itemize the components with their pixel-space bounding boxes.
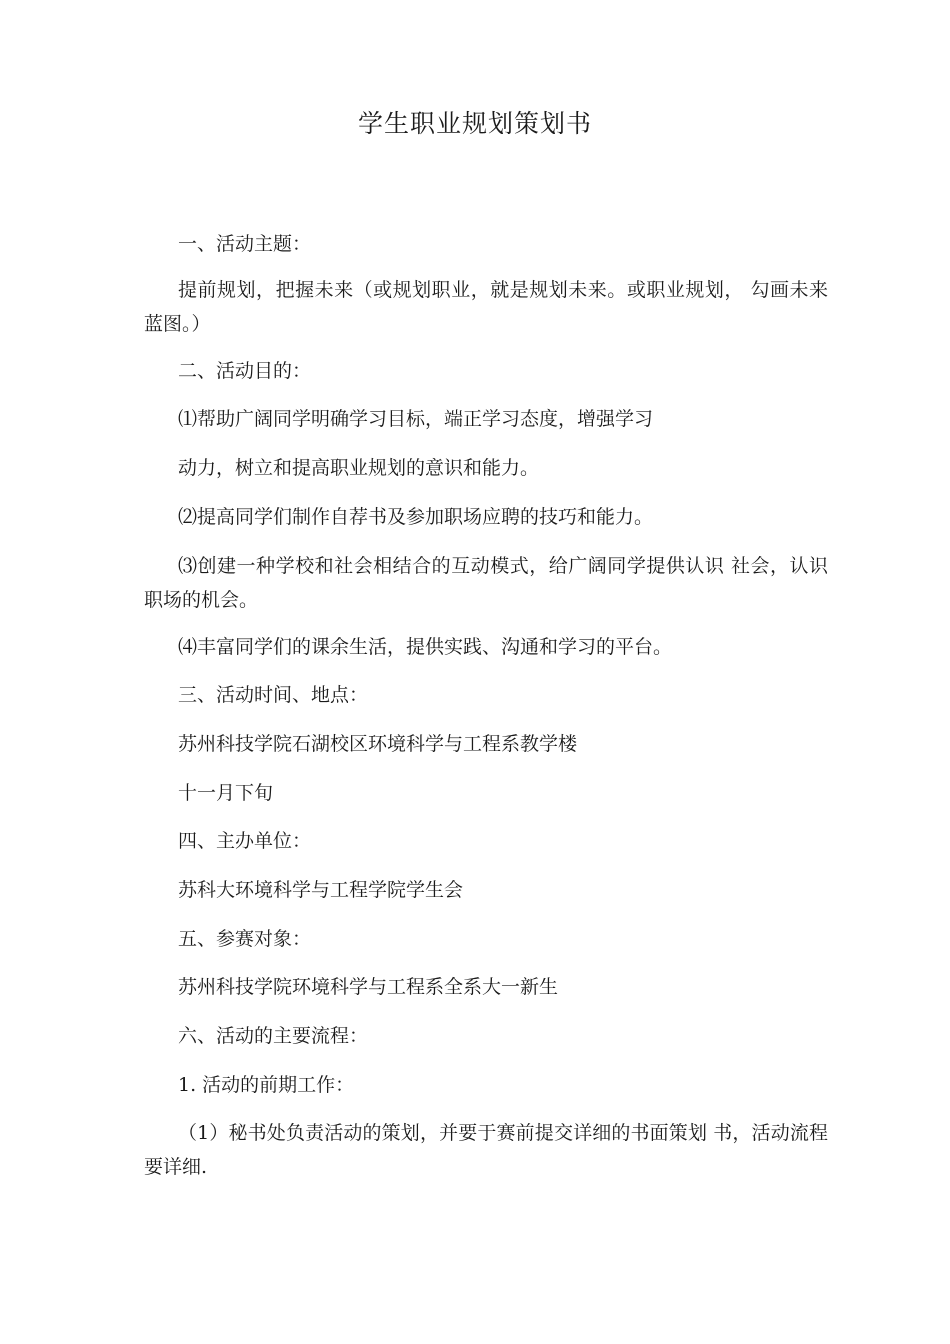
section-heading-organizer: 四、主办单位： (178, 830, 312, 852)
section-heading-participants: 五、参赛对象： (178, 928, 312, 950)
section-heading-process: 六、活动的主要流程： (178, 1025, 369, 1047)
location-text: 苏州科技学院石湖校区环境科学与工程系教学楼 (178, 733, 578, 755)
organizer-text: 苏科大环境科学与工程学院学生会 (178, 879, 464, 901)
purpose-item-1-continued: 动力，树立和提高职业规划的意识和能力。 (178, 457, 540, 479)
process-step-1-item-1: （1）秘书处负责活动的策划，并要于赛前提交详细的书面策划 书，活动流程要详细. (144, 1122, 828, 1178)
section-heading-theme: 一、活动主题： (178, 233, 312, 255)
purpose-item-4: ⑷丰富同学们的课余生活，提供实践、沟通和学习的平台。 (178, 636, 673, 658)
document-title: 学生职业规划策划书 (357, 109, 592, 138)
purpose-item-2: ⑵提高同学们制作自荐书及参加职场应聘的技巧和能力。 (178, 506, 654, 528)
theme-paragraph: 提前规划，把握未来（或规划职业，就是规划未来。或职业规划， 勾画未来蓝图。） (144, 279, 828, 335)
time-text: 十一月下旬 (178, 782, 274, 804)
purpose-item-1: ⑴帮助广阔同学明确学习目标，端正学习态度，增强学习 (178, 408, 654, 430)
section-heading-time-place: 三、活动时间、地点： (178, 684, 369, 706)
section-heading-purpose: 二、活动目的： (178, 360, 312, 382)
process-step-1: 1. 活动的前期工作： (178, 1074, 355, 1096)
participants-text: 苏州科技学院环境科学与工程系全系大一新生 (178, 976, 559, 998)
purpose-item-3: ⑶创建一种学校和社会相结合的互动模式，给广阔同学提供认识 社会，认识职场的机会。 (144, 555, 828, 611)
